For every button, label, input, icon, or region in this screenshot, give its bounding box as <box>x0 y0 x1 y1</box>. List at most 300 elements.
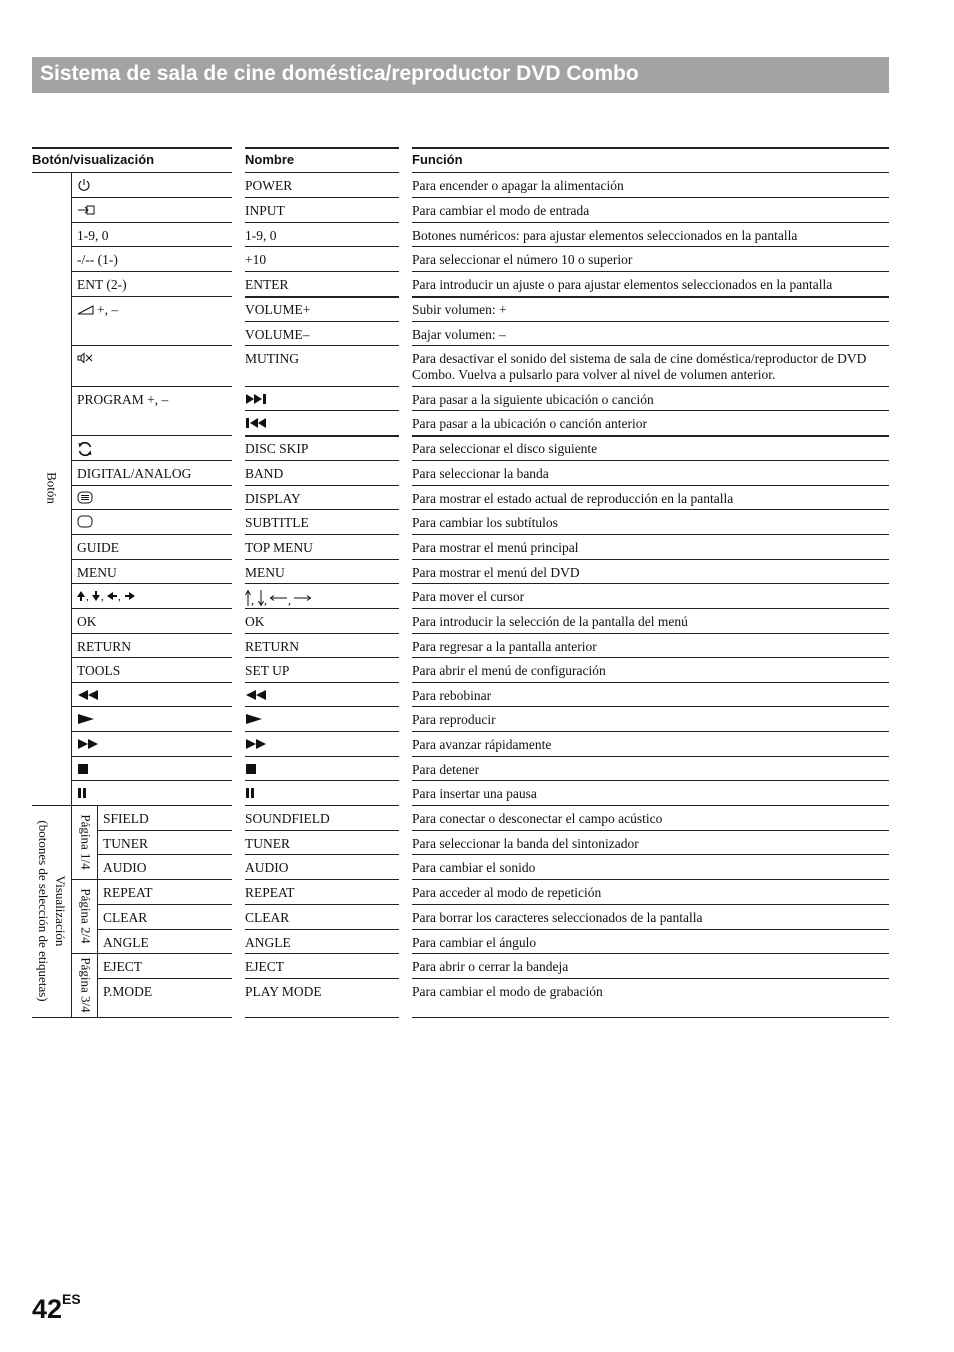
table-cell-function <box>412 327 506 343</box>
table-cell-function-text: Para abrir o cerrar la bandeja <box>412 959 569 974</box>
table-cell-name <box>245 663 289 679</box>
table-cell-function-text: Subir volumen: + <box>412 302 507 317</box>
previous-track-icon <box>245 417 269 433</box>
pause-icon <box>245 787 255 803</box>
page-language-suffix: ES <box>62 1291 81 1307</box>
table-cell-name-text: MENU <box>245 565 285 580</box>
table-rule <box>245 172 399 173</box>
header-button: Botón/visualización <box>32 152 155 167</box>
table-rule <box>412 830 889 831</box>
table-rule <box>245 682 399 683</box>
table-rule <box>71 435 232 436</box>
table-rule <box>71 633 232 634</box>
table-rule <box>71 222 232 223</box>
table-cell-button <box>77 589 142 606</box>
table-cell-name <box>245 491 301 507</box>
table-cell-name <box>245 441 308 457</box>
fast-forward-icon <box>245 738 267 754</box>
table-rule <box>245 953 399 954</box>
fast-forward-icon <box>77 738 99 754</box>
table-rule <box>245 410 399 411</box>
table-cell-button <box>77 302 118 319</box>
table-rule <box>412 435 889 437</box>
table-cell-button-text: GUIDE <box>77 540 119 555</box>
table-rule <box>245 904 399 905</box>
table-cell-button <box>77 252 118 268</box>
table-rule <box>412 321 889 322</box>
table-cell-function-text: Para reproducir <box>412 712 496 727</box>
table-rule <box>412 509 889 510</box>
table-rule <box>412 345 889 346</box>
table-cell-name-text: REPEAT <box>245 885 295 900</box>
table-cell-function <box>412 178 624 194</box>
disc-skip-icon <box>77 441 93 461</box>
table-cell-function <box>412 302 507 318</box>
table-cell-function-text: Para seleccionar la banda <box>412 466 549 481</box>
table-cell-name <box>245 910 289 926</box>
table-rule <box>245 633 399 634</box>
table-cell-function <box>412 392 654 408</box>
table-cell-button <box>77 515 96 532</box>
table-cell-name <box>245 614 265 630</box>
muting-icon <box>77 352 93 368</box>
table-cell-name <box>245 786 258 803</box>
page-number-value: 42 <box>32 1294 63 1324</box>
table-cell-button <box>77 786 90 803</box>
table-rule <box>412 172 889 173</box>
table-cell-name <box>245 203 285 219</box>
table-cell-name-text: 1-9, 0 <box>245 228 277 243</box>
table-rule <box>32 805 232 806</box>
table-rule <box>71 509 232 510</box>
table-cell-button <box>77 441 96 461</box>
table-cell-function-text: Para mostrar el menú principal <box>412 540 579 555</box>
section-label-visualizacion-line2: (botones de selección de etiquetas) <box>36 820 51 1002</box>
table-rule <box>71 534 232 535</box>
table-rule <box>32 147 232 149</box>
table-rule <box>245 830 399 831</box>
table-rule <box>71 197 232 198</box>
table-cell-button <box>77 737 102 754</box>
table-rule <box>412 854 889 855</box>
table-rule <box>245 879 399 880</box>
table-cell-function-text: Para seleccionar el número 10 o superior <box>412 252 633 267</box>
section-label-boton: Botón <box>44 472 60 504</box>
table-rule <box>412 222 889 223</box>
table-rule <box>71 953 97 954</box>
table-cell-name-text: DISPLAY <box>245 491 301 506</box>
table-rule <box>71 731 232 732</box>
table-cell-function-text: Para seleccionar la banda del sintonizador <box>412 836 639 851</box>
table-divider <box>97 805 98 1017</box>
table-cell-function <box>412 712 496 728</box>
header-function: Función <box>412 152 463 167</box>
table-cell-button <box>103 885 153 901</box>
table-rule <box>412 296 889 298</box>
table-cell-name <box>245 351 299 367</box>
table-cell-name <box>245 466 283 482</box>
table-cell-function <box>412 491 733 507</box>
table-rule <box>71 559 232 560</box>
table-cell-function <box>412 639 597 655</box>
table-rule <box>245 534 399 535</box>
table-cell-function <box>412 515 558 531</box>
table-rule <box>71 682 232 683</box>
rewind-icon <box>245 689 267 705</box>
table-cell-name-text: ANGLE <box>245 935 291 950</box>
table-cell-function-text: Para detener <box>412 762 480 777</box>
input-icon <box>77 204 95 220</box>
table-cell-function <box>412 540 578 556</box>
table-rule <box>412 197 889 198</box>
table-cell-name-text: INPUT <box>245 203 285 218</box>
table-rule <box>245 485 399 486</box>
table-cell-name-text: TOP MENU <box>245 540 313 555</box>
table-cell-function-text: Para mover el cursor <box>412 589 525 604</box>
svg-text:,: , <box>101 590 104 602</box>
table-cell-name-text: VOLUME– <box>245 327 310 342</box>
table-cell-name <box>245 860 289 876</box>
section-label-page1: Página 1/4 <box>78 814 94 870</box>
table-cell-function <box>412 885 601 901</box>
table-rule <box>412 756 889 757</box>
table-cell-function-text: Bajar volumen: – <box>412 327 506 342</box>
table-cell-function <box>412 984 603 1000</box>
table-rule <box>245 222 399 223</box>
table-divider <box>71 172 72 1017</box>
table-cell-function <box>412 910 702 926</box>
table-cell-name <box>245 688 270 705</box>
table-cell-button <box>77 466 191 482</box>
table-rule <box>245 805 399 806</box>
stop-icon <box>77 763 89 779</box>
table-cell-function-text: Para cambiar el ángulo <box>412 935 537 950</box>
table-cell-name-text: VOLUME+ <box>245 302 311 317</box>
table-cell-name-text: +10 <box>245 252 267 267</box>
table-cell-button <box>77 277 127 293</box>
next-track-icon <box>245 393 269 409</box>
table-cell-button <box>103 935 149 951</box>
table-cell-name <box>245 327 310 343</box>
title-bar <box>32 57 889 93</box>
table-cell-button <box>77 688 102 705</box>
table-rule <box>412 1017 889 1018</box>
table-cell-name-text: ENTER <box>245 277 289 292</box>
table-cell-function-text: Para introducir la selección de la pantalla del menú <box>412 614 688 629</box>
table-rule <box>97 929 232 930</box>
table-cell-name-text: EJECT <box>245 959 284 974</box>
table-cell-function-text: Para cambiar los subtítulos <box>412 515 558 530</box>
table-rule <box>412 929 889 930</box>
svg-text:,: , <box>288 593 291 607</box>
table-cell-button <box>77 639 131 655</box>
table-rule <box>412 657 889 658</box>
table-rule <box>412 706 889 707</box>
table-cell-button <box>103 860 147 876</box>
table-cell-button-text: OK <box>77 614 97 629</box>
cursor-arrows-icon <box>245 589 313 611</box>
table-cell-name <box>245 712 266 729</box>
table-cell-name-text: DISC SKIP <box>245 441 309 456</box>
table-rule <box>97 953 232 954</box>
table-rule <box>412 410 889 411</box>
table-rule <box>245 296 399 298</box>
table-rule <box>412 386 889 387</box>
table-rule <box>412 904 889 905</box>
table-cell-function <box>412 860 535 876</box>
table-cell-button <box>103 959 142 975</box>
table-cell-button-text: TOOLS <box>77 663 121 678</box>
table-rule <box>245 583 399 584</box>
table-cell-button <box>77 712 98 729</box>
table-cell-button-text: PROGRAM +, – <box>77 392 169 407</box>
table-cell-function-text: Para cambiar el modo de entrada <box>412 203 590 218</box>
table-rule <box>245 460 399 461</box>
table-cell-name <box>245 762 260 779</box>
svg-text:,: , <box>251 593 254 607</box>
table-cell-function <box>412 614 688 630</box>
pause-icon <box>77 787 87 803</box>
table-rule <box>97 854 232 855</box>
table-cell-name-text: TUNER <box>245 836 290 851</box>
table-cell-name <box>245 737 270 754</box>
table-rule <box>245 657 399 658</box>
table-rule <box>71 246 232 247</box>
arrow-keys-icon <box>77 590 139 606</box>
table-cell-name-text: AUDIO <box>245 860 289 875</box>
table-cell-name <box>245 252 266 268</box>
table-rule <box>245 435 399 437</box>
table-rule <box>412 805 889 806</box>
table-cell-name <box>245 540 313 556</box>
subtitle-icon <box>77 515 93 532</box>
table-cell-function-text: Para mostrar el menú del DVD <box>412 565 580 580</box>
table-rule <box>412 682 889 683</box>
table-cell-function <box>412 228 797 244</box>
table-rule <box>71 879 97 880</box>
table-rule <box>245 197 399 198</box>
table-cell-name-text: SUBTITLE <box>245 515 309 530</box>
table-cell-function-text: Para avanzar rápidamente <box>412 737 552 752</box>
table-cell-function <box>412 836 639 852</box>
table-cell-button <box>77 178 94 196</box>
section-label-page3: Página 3/4 <box>78 957 94 1013</box>
table-rule <box>71 386 232 387</box>
table-rule <box>245 929 399 930</box>
table-cell-button-text: MENU <box>77 565 117 580</box>
table-cell-name <box>245 302 310 318</box>
table-cell-function-text: Para rebobinar <box>412 688 492 703</box>
table-cell-function <box>412 762 479 778</box>
table-cell-function-text: Para conectar o desconectar el campo acústico <box>412 811 663 826</box>
table-cell-name <box>245 935 291 951</box>
table-cell-function-text: Para introducir un ajuste o para ajustar elementos seleccionados en la pantalla <box>412 277 833 292</box>
table-rule <box>71 296 232 297</box>
table-cell-name-text: OK <box>245 614 265 629</box>
table-cell-button-text: ENT (2-) <box>77 277 127 292</box>
table-cell-function-text: Para pasar a la siguiente ubicación o canción <box>412 392 654 407</box>
table-cell-function-text: Para borrar los caracteres seleccionados de la pantalla <box>412 910 703 925</box>
play-icon <box>245 713 263 729</box>
table-rule <box>245 1017 399 1018</box>
table-cell-button-text: -/-- (1-) <box>77 252 118 267</box>
table-cell-function-text: Para encender o apagar la alimentación <box>412 178 624 193</box>
table-cell-function-text: Para pasar a la ubicación o canción anterior <box>412 416 648 431</box>
table-rule <box>71 756 232 757</box>
table-rule <box>71 780 232 781</box>
table-cell-function <box>412 203 589 219</box>
table-cell-button-text: ANGLE <box>103 935 149 950</box>
table-cell-name <box>245 277 289 293</box>
table-cell-function-text: Para cambiar el modo de grabación <box>412 984 603 999</box>
table-cell-button-text: AUDIO <box>103 860 147 875</box>
table-cell-name-text: MUTING <box>245 351 299 366</box>
table-rule <box>245 271 399 272</box>
table-rule <box>245 147 399 149</box>
table-rule <box>71 706 232 707</box>
table-rule <box>97 879 232 880</box>
table-cell-name-text: SOUNDFIELD <box>245 811 330 826</box>
table-cell-function <box>412 466 549 482</box>
table-cell-name <box>245 392 272 409</box>
table-cell-button-text: RETURN <box>77 639 131 654</box>
table-cell-function <box>412 565 580 581</box>
table-cell-function-text: Para regresar a la pantalla anterior <box>412 639 597 654</box>
table-cell-button-text: DIGITAL/ANALOG <box>77 466 192 481</box>
power-icon <box>77 178 91 196</box>
table-rule <box>412 583 889 584</box>
table-rule <box>412 731 889 732</box>
table-rule <box>71 583 232 584</box>
table-cell-function <box>412 811 662 827</box>
table-rule <box>71 345 232 346</box>
table-rule <box>245 559 399 560</box>
svg-text:,: , <box>86 590 89 602</box>
table-rule <box>245 756 399 757</box>
table-rule <box>245 978 399 979</box>
table-cell-name <box>245 589 316 611</box>
table-cell-function <box>412 351 882 383</box>
table-rule <box>97 830 232 831</box>
table-cell-button <box>103 836 148 852</box>
table-cell-button <box>77 392 168 408</box>
table-rule <box>245 321 399 322</box>
table-rule <box>412 485 889 486</box>
table-cell-button-text: SFIELD <box>103 811 149 826</box>
table-cell-name <box>245 959 284 975</box>
table-rule <box>245 706 399 707</box>
table-rule <box>245 854 399 855</box>
table-cell-name-text: RETURN <box>245 639 299 654</box>
table-cell-function <box>412 416 647 432</box>
table-cell-button <box>77 351 96 368</box>
svg-text:,: , <box>264 593 267 607</box>
table-cell-button-text: +, – <box>97 302 119 317</box>
table-cell-button-text: REPEAT <box>103 885 153 900</box>
section-label-visualizacion <box>35 820 69 1001</box>
table-cell-name <box>245 565 285 581</box>
table-rule <box>412 147 889 149</box>
table-rule <box>71 657 232 658</box>
table-cell-button-text: 1-9, 0 <box>77 228 109 243</box>
table-cell-button <box>77 565 117 581</box>
table-cell-name-text: POWER <box>245 178 293 193</box>
table-rule <box>412 978 889 979</box>
table-cell-function-text: Para mostrar el estado actual de reproducción en la pantalla <box>412 491 734 506</box>
table-rule <box>71 485 232 486</box>
table-rule <box>245 509 399 510</box>
table-cell-function-text: Para seleccionar el disco siguiente <box>412 441 598 456</box>
table-rule <box>71 271 232 272</box>
table-cell-name-text: SET UP <box>245 663 290 678</box>
table-rule <box>245 246 399 247</box>
table-rule <box>32 1017 232 1018</box>
table-rule <box>412 559 889 560</box>
rewind-icon <box>77 689 99 705</box>
table-cell-name <box>245 639 299 655</box>
table-rule <box>245 780 399 781</box>
table-rule <box>412 953 889 954</box>
table-cell-button <box>103 910 147 926</box>
table-rule <box>245 345 399 346</box>
table-cell-button <box>77 491 96 508</box>
table-rule <box>412 608 889 609</box>
table-rule <box>412 879 889 880</box>
table-cell-name <box>245 178 292 194</box>
table-cell-function-text: Para desactivar el sonido del sistema de sala de cine doméstica/reproductor de DVD Combo. Vuelva a pulsarlo para volver al nivel de volumen anterior. <box>412 351 867 382</box>
table-cell-function <box>412 589 524 605</box>
table-cell-button <box>77 614 97 630</box>
svg-text:,: , <box>118 590 121 602</box>
table-rule <box>97 978 232 979</box>
table-rule <box>412 780 889 781</box>
table-cell-function <box>412 935 536 951</box>
table-cell-button <box>77 762 92 779</box>
volume-icon <box>77 303 94 319</box>
table-cell-function <box>412 959 568 975</box>
stop-icon <box>245 763 257 779</box>
table-cell-name <box>245 984 322 1000</box>
table-cell-name-text: BAND <box>245 466 284 481</box>
table-cell-name-text: PLAY MODE <box>245 984 322 999</box>
table-rule <box>412 271 889 272</box>
table-rule <box>71 608 232 609</box>
table-cell-function <box>412 663 606 679</box>
table-rule <box>412 633 889 634</box>
table-cell-name <box>245 836 290 852</box>
table-cell-function-text: Botones numéricos: para ajustar elementos seleccionados en la pantalla <box>412 228 798 243</box>
table-cell-name <box>245 228 277 244</box>
table-cell-button <box>103 984 152 1000</box>
table-cell-button <box>77 203 98 220</box>
table-cell-name <box>245 416 272 433</box>
table-cell-function <box>412 252 632 268</box>
table-cell-button <box>103 811 149 827</box>
table-cell-button-text: EJECT <box>103 959 142 974</box>
table-cell-name-text: CLEAR <box>245 910 290 925</box>
table-cell-function-text: Para acceder al modo de repetición <box>412 885 602 900</box>
table-cell-button-text: CLEAR <box>103 910 148 925</box>
section-label-visualizacion-line1: Visualización <box>53 875 68 947</box>
table-rule <box>412 246 889 247</box>
table-cell-function <box>412 277 832 293</box>
header-name: Nombre <box>245 152 295 167</box>
table-cell-button <box>77 540 119 556</box>
table-cell-function <box>412 441 597 457</box>
page-number <box>32 1291 81 1325</box>
table-rule <box>412 460 889 461</box>
table-cell-name <box>245 515 309 531</box>
